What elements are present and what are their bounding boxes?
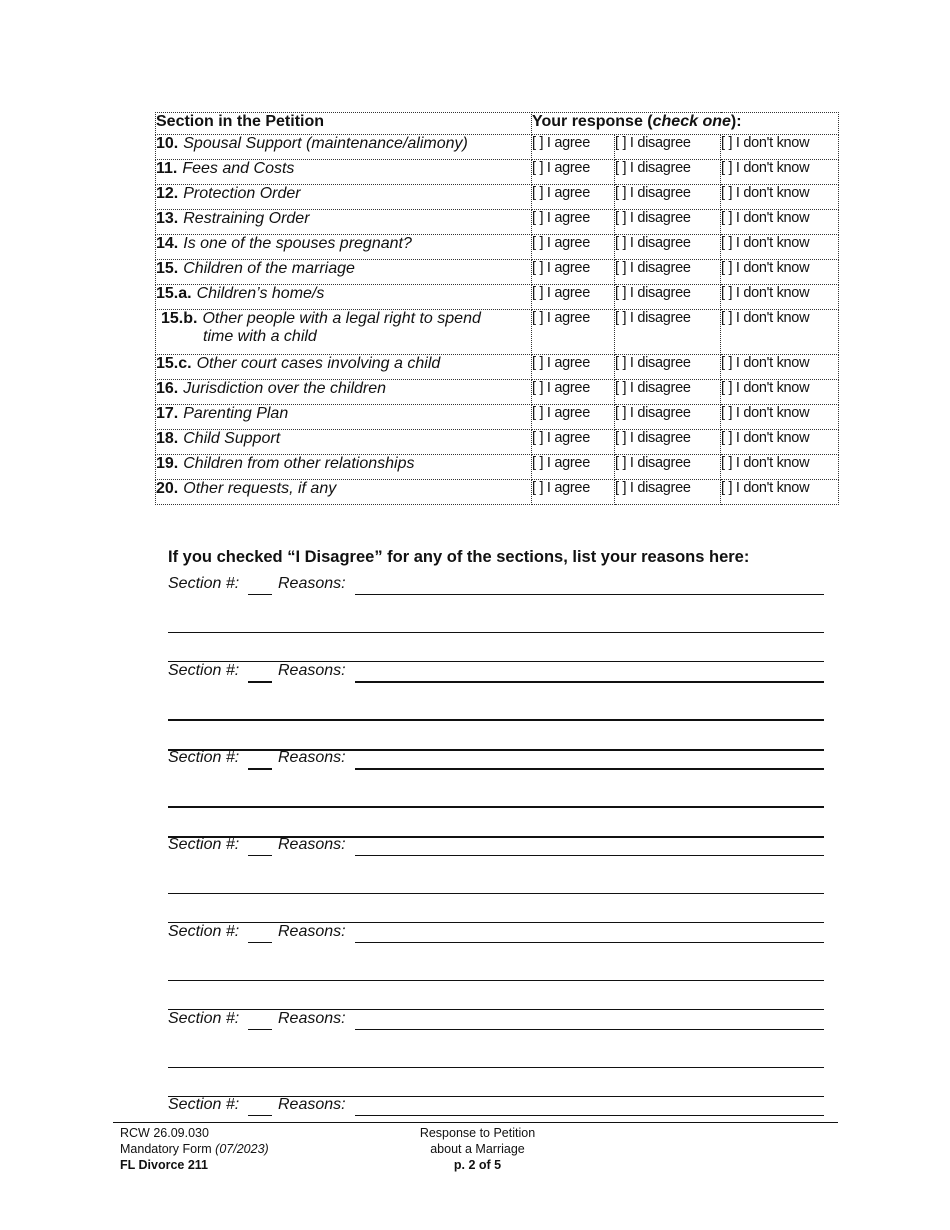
- reasons-line[interactable]: [168, 808, 824, 838]
- disagree-checkbox[interactable]: [ ] I disagree: [615, 210, 721, 235]
- section-cell: [156, 380, 532, 405]
- reasons-label: Reasons:: [278, 749, 346, 766]
- reasons-label: Reasons:: [278, 1010, 346, 1027]
- dont-know-checkbox[interactable]: [ ] I don't know: [721, 160, 839, 185]
- section-number: 15.a.: [156, 285, 192, 302]
- section-title: Other people with a legal right to spend: [202, 310, 481, 327]
- section-number-label: Section #:: [168, 836, 240, 853]
- section-number-label: Section #:: [168, 749, 240, 766]
- table-row: [156, 310, 839, 355]
- section-title: Other court cases involving a child: [196, 355, 441, 372]
- table-row: [156, 135, 839, 160]
- reasons-line[interactable]: [168, 1068, 824, 1097]
- section-number: 18.: [156, 430, 179, 447]
- section-number-field[interactable]: [248, 768, 272, 770]
- section-cell: [156, 210, 532, 235]
- disagree-checkbox[interactable]: [ ] I disagree: [615, 380, 721, 405]
- section-title: Other requests, if any: [183, 480, 337, 497]
- reasons-label: Reasons:: [278, 836, 346, 853]
- reasons-label: Reasons:: [278, 923, 346, 940]
- agree-checkbox[interactable]: [ ] I agree: [532, 235, 615, 260]
- section-number-label: Section #:: [168, 1096, 240, 1113]
- dont-know-checkbox[interactable]: [ ] I don't know: [721, 480, 839, 505]
- dont-know-checkbox[interactable]: [ ] I don't know: [721, 380, 839, 405]
- section-title-cont: time with a child: [203, 328, 317, 345]
- footer-left: [120, 1125, 269, 1173]
- section-number: 13.: [156, 210, 179, 227]
- reason-block: [168, 836, 824, 923]
- section-cell: [156, 430, 532, 455]
- reasons-field[interactable]: [355, 942, 824, 943]
- section-number: 11.: [156, 160, 178, 177]
- disagree-checkbox[interactable]: [ ] I disagree: [615, 185, 721, 210]
- agree-checkbox[interactable]: [ ] I agree: [532, 160, 615, 185]
- section-cell: [156, 480, 532, 505]
- dont-know-checkbox[interactable]: [ ] I don't know: [721, 355, 839, 380]
- dont-know-checkbox[interactable]: [ ] I don't know: [721, 185, 839, 210]
- section-title: Jurisdiction over the children: [183, 380, 387, 397]
- agree-checkbox[interactable]: [ ] I agree: [532, 455, 615, 480]
- reasons-line[interactable]: [168, 633, 824, 662]
- dont-know-checkbox[interactable]: [ ] I don't know: [721, 135, 839, 160]
- section-cell: [156, 405, 532, 430]
- form-title-2: about a Marriage: [430, 1142, 525, 1156]
- reasons-field[interactable]: [355, 768, 824, 770]
- reasons-label: Reasons:: [278, 575, 346, 592]
- reason-block: [168, 1096, 824, 1125]
- disagree-checkbox[interactable]: [ ] I disagree: [615, 160, 721, 185]
- agree-checkbox[interactable]: [ ] I agree: [532, 380, 615, 405]
- agree-checkbox[interactable]: [ ] I agree: [532, 405, 615, 430]
- reasons-line[interactable]: [168, 981, 824, 1010]
- reasons-line[interactable]: [168, 894, 824, 923]
- dont-know-checkbox[interactable]: [ ] I don't know: [721, 405, 839, 430]
- dont-know-checkbox[interactable]: [ ] I don't know: [721, 235, 839, 260]
- dont-know-checkbox[interactable]: [ ] I don't know: [721, 310, 839, 355]
- section-number: 19.: [156, 455, 179, 472]
- section-title: Child Support: [183, 430, 281, 447]
- section-title: Is one of the spouses pregnant?: [183, 235, 412, 252]
- reasons-line[interactable]: [168, 691, 824, 721]
- section-title: Children of the marriage: [183, 260, 355, 277]
- section-cell: [156, 455, 532, 480]
- section-number: 16.: [156, 380, 179, 397]
- section-number-field[interactable]: [248, 1029, 272, 1030]
- section-number-label: Section #:: [168, 1010, 240, 1027]
- section-number-label: Section #:: [168, 923, 240, 940]
- section-number-field[interactable]: [248, 681, 272, 683]
- header-response: Your response (check one):: [532, 113, 839, 135]
- agree-checkbox[interactable]: [ ] I agree: [532, 135, 615, 160]
- reasons-field[interactable]: [355, 1115, 824, 1116]
- section-number: 14.: [156, 235, 179, 252]
- form-id: FL Divorce 211: [120, 1158, 209, 1172]
- rcw-citation: RCW 26.09.030: [120, 1126, 209, 1140]
- disagree-checkbox[interactable]: [ ] I disagree: [615, 260, 721, 285]
- page-footer: [113, 1122, 838, 1172]
- section-number-label: Section #:: [168, 662, 240, 679]
- disagree-checkbox[interactable]: [ ] I disagree: [615, 235, 721, 260]
- table-row: [156, 480, 839, 505]
- section-number-field[interactable]: [248, 594, 272, 595]
- section-title: Spousal Support (maintenance/alimony): [183, 135, 468, 152]
- reasons-label: Reasons:: [278, 1096, 346, 1113]
- section-cell: [156, 310, 532, 355]
- table-row: [156, 455, 839, 480]
- table-row: [156, 285, 839, 310]
- table-row: [156, 235, 839, 260]
- agree-checkbox[interactable]: [ ] I agree: [532, 310, 615, 355]
- reasons-line[interactable]: [168, 1039, 824, 1068]
- reason-block: [168, 662, 824, 751]
- section-title: Protection Order: [183, 185, 301, 202]
- reasons-line[interactable]: [168, 952, 824, 981]
- reasons-field[interactable]: [355, 1029, 824, 1030]
- table-row: [156, 185, 839, 210]
- agree-checkbox[interactable]: [ ] I agree: [532, 185, 615, 210]
- section-number: 10.: [156, 135, 179, 152]
- dont-know-checkbox[interactable]: [ ] I don't know: [721, 430, 839, 455]
- section-number: 20.: [156, 480, 179, 497]
- section-number-field[interactable]: [248, 855, 272, 856]
- section-cell: [156, 260, 532, 285]
- petition-response-table: [155, 112, 839, 505]
- table-row: [156, 260, 839, 285]
- agree-checkbox[interactable]: [ ] I agree: [532, 285, 615, 310]
- table-row: [156, 210, 839, 235]
- agree-checkbox[interactable]: [ ] I agree: [532, 480, 615, 505]
- section-cell: [156, 185, 532, 210]
- reasons-line[interactable]: [168, 778, 824, 808]
- section-cell: [156, 235, 532, 260]
- reason-block: [168, 749, 824, 838]
- agree-checkbox[interactable]: [ ] I agree: [532, 260, 615, 285]
- table-row: [156, 405, 839, 430]
- table-row: [156, 160, 839, 185]
- section-title: Parenting Plan: [183, 405, 289, 422]
- section-number: 15.b.: [161, 310, 198, 327]
- section-title: Children’s home/s: [196, 285, 325, 302]
- disagree-checkbox[interactable]: [ ] I disagree: [615, 285, 721, 310]
- section-title: Fees and Costs: [182, 160, 295, 177]
- agree-checkbox[interactable]: [ ] I agree: [532, 210, 615, 235]
- reason-block: [168, 923, 824, 1010]
- disagree-checkbox[interactable]: [ ] I disagree: [615, 430, 721, 455]
- disagree-checkbox[interactable]: [ ] I disagree: [615, 405, 721, 430]
- dont-know-checkbox[interactable]: [ ] I don't know: [721, 455, 839, 480]
- reasons-label: Reasons:: [278, 662, 346, 679]
- reasons-field[interactable]: [355, 681, 824, 683]
- reasons-line[interactable]: [168, 865, 824, 894]
- section-number-field[interactable]: [248, 1115, 272, 1116]
- reasons-field[interactable]: [355, 855, 824, 856]
- section-title: Children from other relationships: [183, 455, 415, 472]
- disagree-checkbox[interactable]: [ ] I disagree: [615, 455, 721, 480]
- table-row: [156, 430, 839, 455]
- footer-center: [410, 1125, 545, 1173]
- section-cell: [156, 285, 532, 310]
- disagree-checkbox[interactable]: [ ] I disagree: [615, 355, 721, 380]
- page-number: p. 2 of 5: [453, 1158, 502, 1172]
- agree-checkbox[interactable]: [ ] I agree: [532, 355, 615, 380]
- form-title-1: Response to Petition: [419, 1126, 536, 1140]
- dont-know-checkbox[interactable]: [ ] I don't know: [721, 260, 839, 285]
- reasons-line[interactable]: [168, 604, 824, 633]
- reasons-line[interactable]: [168, 721, 824, 751]
- table-row: [156, 380, 839, 405]
- disagree-checkbox[interactable]: [ ] I disagree: [615, 135, 721, 160]
- reason-block: [168, 575, 824, 662]
- section-number-field[interactable]: [248, 942, 272, 943]
- disagree-checkbox[interactable]: [ ] I disagree: [615, 480, 721, 505]
- agree-checkbox[interactable]: [ ] I agree: [532, 430, 615, 455]
- section-cell: [156, 135, 532, 160]
- section-title: Restraining Order: [183, 210, 310, 227]
- dont-know-checkbox[interactable]: [ ] I don't know: [721, 285, 839, 310]
- section-number: 15.c.: [156, 355, 192, 372]
- mandatory-form: Mandatory Form (07/2023): [120, 1142, 269, 1156]
- reasons-field[interactable]: [355, 594, 824, 595]
- dont-know-checkbox[interactable]: [ ] I don't know: [721, 210, 839, 235]
- table-row: [156, 355, 839, 380]
- disagree-checkbox[interactable]: [ ] I disagree: [615, 310, 721, 355]
- section-cell: [156, 160, 532, 185]
- section-number-label: Section #:: [168, 575, 240, 592]
- section-number: 12.: [156, 185, 179, 202]
- section-number: 17.: [156, 405, 179, 422]
- header-section: Section in the Petition: [156, 113, 532, 135]
- disagree-instruction: If you checked “I Disagree” for any of the sections, list your reasons here:: [168, 548, 750, 566]
- reason-block: [168, 1010, 824, 1097]
- section-number: 15.: [156, 260, 179, 277]
- section-cell: [156, 355, 532, 380]
